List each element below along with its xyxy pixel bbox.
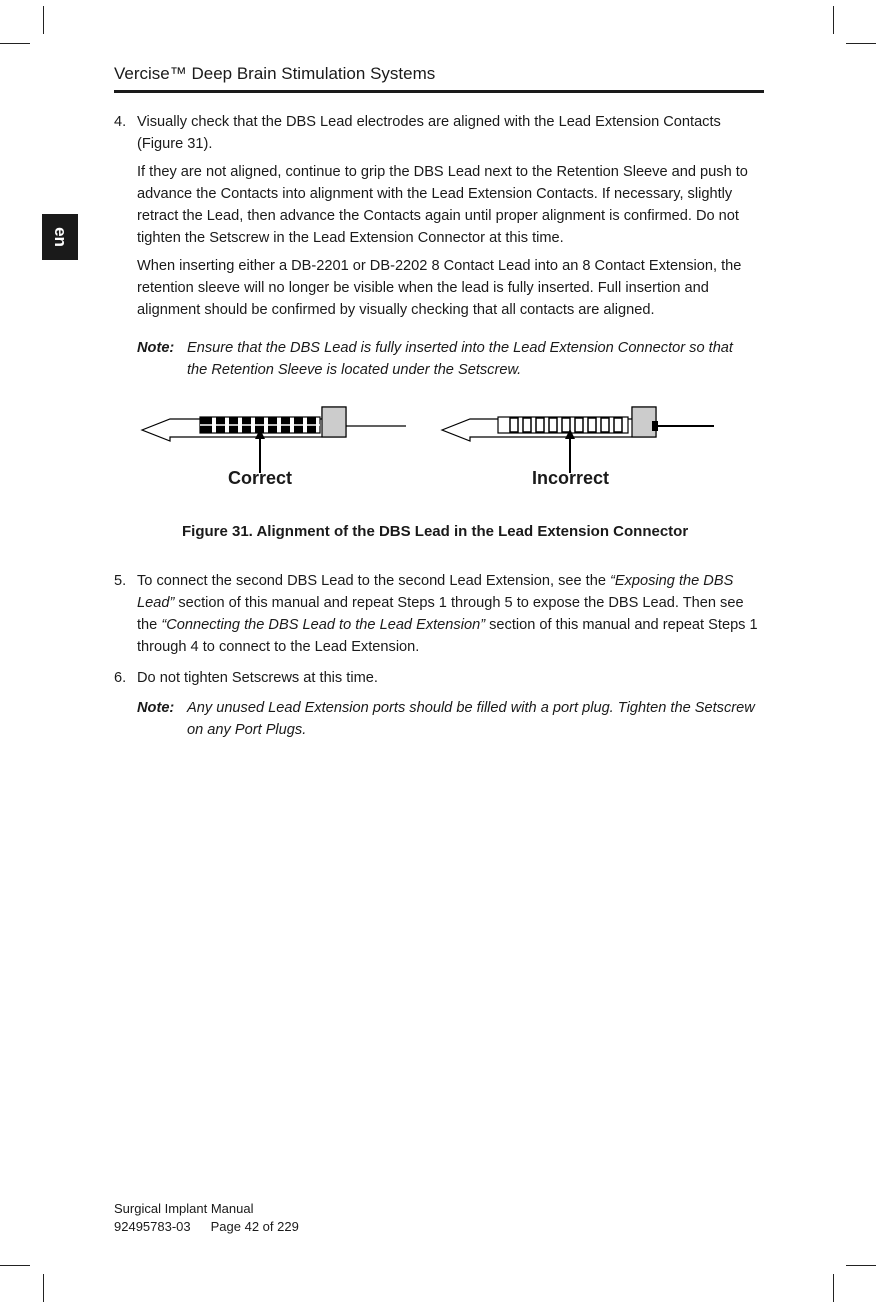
crop-mark xyxy=(846,43,876,44)
step-5-reference-exposing: “Exposing the DBS Lead” xyxy=(137,573,734,611)
language-tab xyxy=(42,214,78,260)
step-5-text-part: To connect the second DBS Lead to the second Lead Extension, see the xyxy=(137,573,610,589)
running-header: Vercise™ Deep Brain Stimulation Systems xyxy=(114,64,436,83)
incorrect-connector-diagram xyxy=(442,407,714,473)
step-number: 5. xyxy=(114,573,127,589)
header-rule xyxy=(114,90,764,93)
crop-mark xyxy=(43,1274,44,1302)
step-number: 6. xyxy=(114,670,127,686)
crop-mark xyxy=(0,43,30,44)
crop-mark xyxy=(43,6,44,34)
footer-page-number: Page 42 of 229 xyxy=(210,1219,299,1234)
step-5-text-part: section of this manual and repeat Steps 1 through 4 to connect to the Lead Extension. xyxy=(137,617,758,655)
crop-mark xyxy=(833,1274,834,1302)
correct-connector-diagram xyxy=(142,407,406,473)
step-6-text: Do not tighten Setscrews at this time. xyxy=(137,670,378,686)
lead-alignment-figure xyxy=(130,395,730,505)
step-4-paragraph: When inserting either a DB-2201 or DB-2202 8 Contact Lead into an 8 Contact Extension, the retention sleeve will no longer be visible when the lead is fully inserted. Full insertion and alignment should be confirmed by visually checking that all contacts are aligned. xyxy=(137,258,742,318)
crop-mark xyxy=(833,6,834,34)
step-number: 4. xyxy=(114,114,127,130)
footer-doc-number: 92495783-03 xyxy=(114,1219,191,1234)
note-text: Ensure that the DBS Lead is fully inserted into the Lead Extension Connector so that the Retention Sleeve is located under the Setscrew. xyxy=(187,340,733,378)
step-4-text xyxy=(137,111,757,321)
crop-mark xyxy=(0,1265,30,1266)
figure-caption: Figure 31. Alignment of the DBS Lead in the Lead Extension Connector xyxy=(182,523,689,540)
note-text: Any unused Lead Extension ports should be filled with a port plug. Tighten the Setscrew on any Port Plugs. xyxy=(187,700,755,738)
language-tab-label: en xyxy=(51,227,70,247)
step-5-text-part: section of this manual and repeat Steps 1 through 5 to expose the DBS Lead. Then see the xyxy=(137,595,744,633)
figure-label-correct: Correct xyxy=(228,468,293,488)
footer-doc-info xyxy=(114,1219,299,1234)
note-label: Note: xyxy=(137,700,175,716)
crop-mark xyxy=(846,1265,876,1266)
step-5-text xyxy=(137,570,762,658)
step-4-paragraph: If they are not aligned, continue to grip the DBS Lead next to the Retention Sleeve and push to advance the Contacts into alignment with the Lead Extension Contacts. If necessary, slightly retract the Lead, then advance the Contacts again until proper alignment is confirmed. Do not tighten the Setscrew in the Lead Extension Connector at this time. xyxy=(137,164,748,246)
note-label: Note: xyxy=(137,340,175,356)
step-5-reference-connecting: “Connecting the DBS Lead to the Lead Extension” xyxy=(161,617,486,633)
figure-label-incorrect: Incorrect xyxy=(532,468,610,488)
step-4-paragraph: Visually check that the DBS Lead electrodes are aligned with the Lead Extension Contacts (Figure 31). xyxy=(137,114,721,152)
footer-manual-title: Surgical Implant Manual xyxy=(114,1201,254,1216)
